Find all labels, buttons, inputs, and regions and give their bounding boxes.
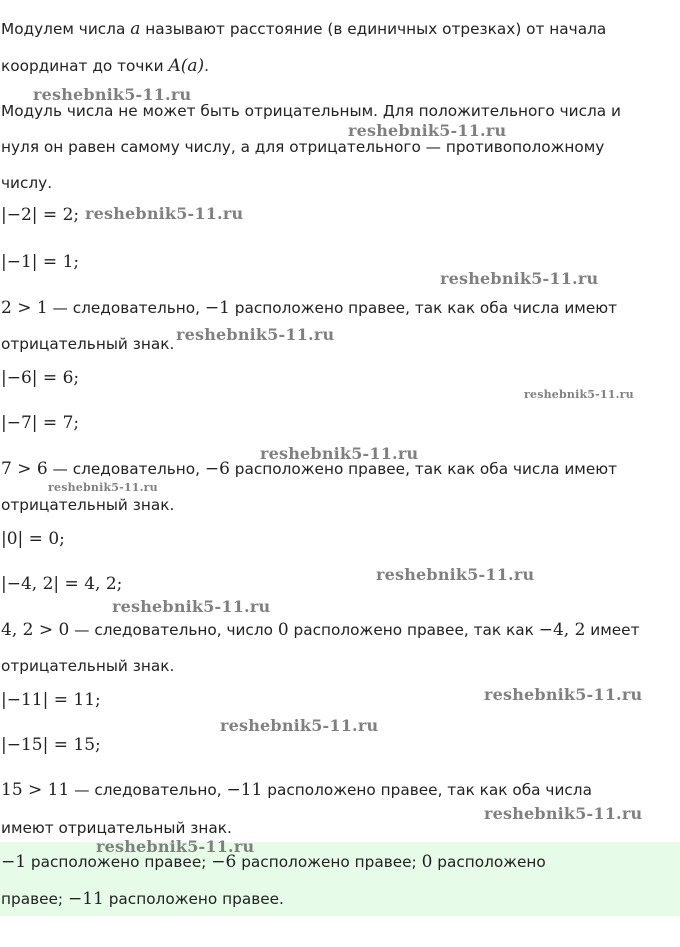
comparison-text: — следовательно, число bbox=[69, 621, 278, 639]
answer-text: правее; bbox=[1, 890, 68, 908]
point-label: A(a) bbox=[168, 56, 205, 76]
watermark: reshebnik5-11.ru bbox=[96, 837, 255, 856]
watermark: reshebnik5-11.ru bbox=[484, 804, 643, 823]
watermark: reshebnik5-11.ru bbox=[376, 565, 535, 584]
equation-8: |−15| = 15; bbox=[1, 735, 101, 755]
watermark: reshebnik5-11.ru bbox=[260, 444, 419, 463]
watermark: reshebnik5-11.ru bbox=[440, 269, 599, 288]
comparison-number: 0 bbox=[277, 620, 289, 640]
answer-number: −1 bbox=[1, 852, 27, 872]
equation-1: |−2| = 2; bbox=[1, 205, 80, 225]
watermark: reshebnik5-11.ru bbox=[524, 388, 634, 401]
comparison-math: 2 > 1 bbox=[1, 298, 48, 318]
watermark: reshebnik5-11.ru bbox=[85, 204, 244, 223]
comparison-text-rest: расположено правее, так как оба числа имеют bbox=[229, 460, 618, 478]
intro-text-rest: называют расстояние (в единичных отрезках) от начала bbox=[140, 20, 607, 38]
comparison-text: — следовательно, bbox=[69, 781, 227, 799]
comparison-text-rest: расположено правее, так как bbox=[288, 621, 539, 639]
watermark: reshebnik5-11.ru bbox=[484, 685, 643, 704]
equation-3: |−6| = 6; bbox=[1, 368, 80, 388]
comparison-text-rest: расположено правее, так как оба числа имеют bbox=[229, 299, 618, 317]
variable-a: a bbox=[130, 19, 141, 39]
comparison-1-line-2: отрицательный знак. bbox=[1, 335, 175, 353]
equation-4: |−7| = 7; bbox=[1, 413, 80, 433]
answer-text: расположено bbox=[432, 853, 546, 871]
equation-5: |0| = 0; bbox=[1, 529, 65, 549]
comparison-math: 4, 2 > 0 bbox=[1, 620, 70, 640]
rule-line-2: нуля он равен самому числу, а для отрицательного — противоположному bbox=[1, 138, 605, 156]
intro-text: Модулем числа bbox=[1, 20, 131, 38]
intro-text-2: координат до точки bbox=[1, 57, 169, 75]
comparison-4 bbox=[1, 780, 592, 800]
intro-end: . bbox=[204, 57, 210, 75]
intro-line-2 bbox=[1, 56, 209, 76]
answer-number: −11 bbox=[67, 889, 104, 909]
comparison-text-rest: расположено правее, так как оба числа bbox=[262, 781, 592, 799]
comparison-number-2: −4, 2 bbox=[538, 620, 586, 640]
comparison-3-line-2: отрицательный знак. bbox=[1, 657, 175, 675]
rule-line-3: числу. bbox=[1, 174, 53, 192]
answer-line-2 bbox=[1, 889, 284, 909]
comparison-number: −11 bbox=[226, 780, 263, 800]
comparison-text: — следовательно, bbox=[47, 460, 205, 478]
rule-line-1: Модуль числа не может быть отрицательным. Для положительного числа и bbox=[1, 102, 621, 120]
answer-number: 0 bbox=[421, 852, 433, 872]
comparison-3 bbox=[1, 620, 639, 640]
comparison-text-end: имеет bbox=[585, 621, 640, 639]
comparison-number: −1 bbox=[204, 298, 230, 318]
comparison-number: −6 bbox=[204, 459, 230, 479]
answer-text: расположено правее. bbox=[103, 890, 284, 908]
equation-6: |−4, 2| = 4, 2; bbox=[1, 574, 123, 594]
watermark: reshebnik5-11.ru bbox=[33, 85, 192, 104]
equation-2: |−1| = 1; bbox=[1, 252, 80, 272]
watermark: reshebnik5-11.ru bbox=[220, 716, 379, 735]
answer-text: расположено правее; bbox=[236, 853, 422, 871]
watermark: reshebnik5-11.ru bbox=[48, 481, 158, 494]
equation-7: |−11| = 11; bbox=[1, 690, 101, 710]
comparison-4-line-2: имеют отрицательный знак. bbox=[1, 819, 232, 837]
answer-text: расположено правее; bbox=[26, 853, 212, 871]
watermark: reshebnik5-11.ru bbox=[112, 597, 271, 616]
intro-line-1 bbox=[1, 19, 606, 39]
answer-number: −6 bbox=[211, 852, 237, 872]
answer-line-1 bbox=[1, 852, 546, 872]
comparison-math: 15 > 11 bbox=[1, 780, 70, 800]
watermark: reshebnik5-11.ru bbox=[176, 325, 335, 344]
comparison-text: — следовательно, bbox=[47, 299, 205, 317]
comparison-math: 7 > 6 bbox=[1, 459, 48, 479]
comparison-2-line-2: отрицательный знак. bbox=[1, 496, 175, 514]
comparison-1 bbox=[1, 298, 617, 318]
watermark: reshebnik5-11.ru bbox=[348, 121, 507, 140]
